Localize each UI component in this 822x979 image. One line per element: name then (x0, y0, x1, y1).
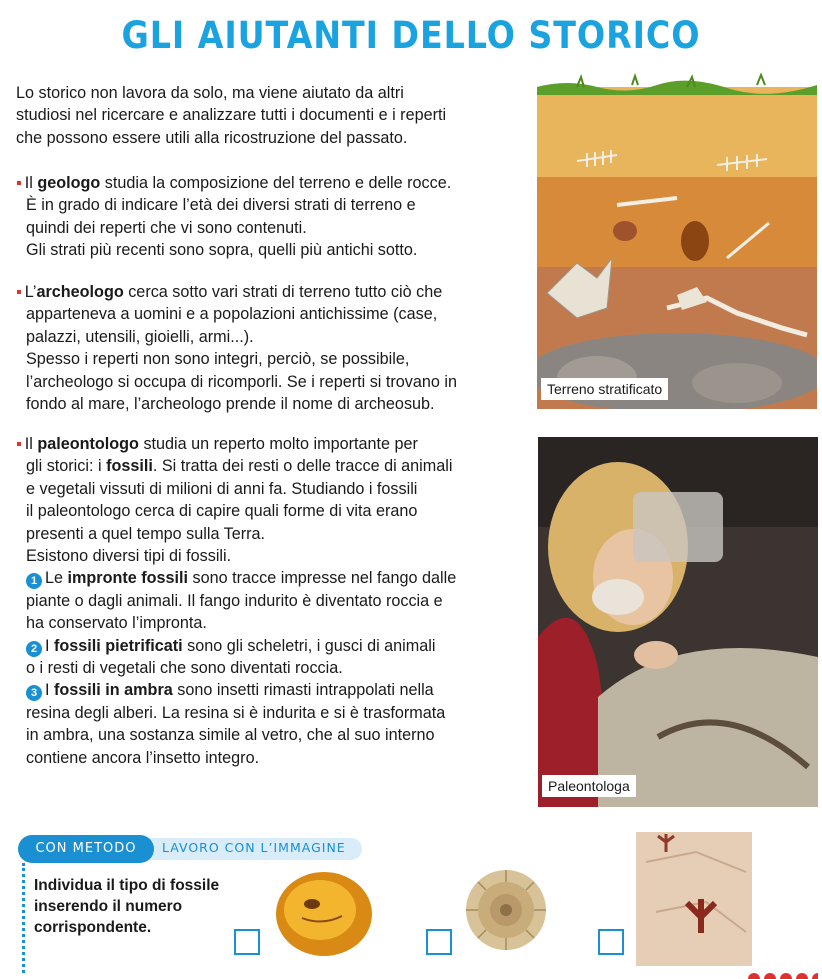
text-span: Il (24, 174, 38, 192)
text-line: piante o dagli animali. Il fango indurito è diventato roccia e (26, 591, 443, 610)
text-line: Esistono diversi tipi di fossili. (26, 547, 232, 566)
text-line: inserendo il numero (34, 898, 183, 915)
text-line: È in grado di indicare l’età dei diversi strati di terreno e (26, 196, 416, 215)
section-label: LAVORO CON L’IMMAGINE (162, 840, 346, 855)
exercise-instructions (34, 875, 244, 938)
text-span: sono tracce impresse nel fango dalle (188, 569, 457, 588)
text-line: palazzi, utensili, gioielli, armi...). (26, 327, 254, 346)
paleontologo-paragraph (16, 433, 526, 769)
text-line: o i resti di vegetali che sono diventati roccia. (26, 659, 343, 678)
text-span: Le (45, 569, 68, 588)
keyword-fossili-pietrificati: fossili pietrificati (54, 636, 183, 655)
keyword-archeologo: archeologo (36, 283, 124, 301)
text-line: ha conservato l’impronta. (26, 614, 207, 633)
text-line: fondo al mare, l’archeologo prende il nome di archeosub. (26, 395, 435, 414)
text-line: Gli strati più recenti sono sopra, quelli più antichi sotto. (26, 241, 418, 260)
text-line: Individua il tipo di fossile (34, 877, 220, 894)
footprint-fossil-image (636, 832, 752, 966)
answer-checkbox-footprint[interactable] (598, 929, 624, 955)
con-metodo-badge: CON METODO (18, 835, 154, 863)
text-span: I (45, 681, 54, 700)
text-line: resina degli alberi. La resina si è indurita e si è trasformata (26, 703, 446, 722)
dotted-divider (22, 863, 25, 973)
ammonite-fossil-image (462, 866, 550, 954)
text-span: studia la composizione del terreno e delle rocce. (100, 174, 452, 192)
bullet-marker: ▪ (16, 283, 22, 301)
paleontologist-photo (538, 437, 818, 807)
text-line: il paleontologo cerca di capire quali forme di vita erano (26, 502, 418, 521)
bullet-marker: ▪ (16, 174, 22, 192)
text-span: sono gli scheletri, i gusci di animali (182, 636, 436, 655)
text-line: apparteneva a uomini e a popolazioni antichissime (case, (26, 305, 438, 324)
text-line: l’archeologo si occupa di ricomporli. Se i reperti si trovano in (26, 372, 457, 391)
intro-line: Lo storico non lavora da solo, ma viene aiutato da altri (16, 84, 404, 102)
intro-paragraph (16, 82, 526, 149)
page-title: GLI AIUTANTI DELLO STORICO (121, 14, 701, 57)
stratified-terrain-illustration (537, 73, 817, 409)
keyword-paleontologo: paleontologo (37, 435, 139, 453)
paleo-caption: Paleontologa (542, 775, 636, 797)
keyword-impronte-fossili: impronte fossili (67, 569, 189, 588)
keyword-fossili: fossili (106, 457, 153, 476)
text-span: gli storici: i (26, 457, 107, 476)
number-badge-1: 1 (26, 573, 42, 589)
keyword-fossili-in-ambra: fossili in ambra (54, 681, 173, 700)
bullet-marker: ▪ (16, 435, 22, 453)
answer-checkbox-ammonite[interactable] (426, 929, 452, 955)
intro-line: che possono essere utili alla ricostruzione del passato. (16, 128, 408, 147)
text-line: Spesso i reperti non sono integri, perciò, se possibile, (26, 350, 410, 369)
text-line: e vegetali vissuti di milioni di anni fa. Studiando i fossili (26, 479, 418, 498)
number-badge-3: 3 (26, 685, 42, 701)
text-line: corrispondente. (34, 919, 152, 936)
page-decoration-dots (748, 970, 818, 979)
text-span: sono insetti rimasti intrappolati nella (172, 681, 434, 700)
text-span: cerca sotto vari strati di terreno tutto ciò che (123, 283, 443, 301)
text-line: in ambra, una sostanza simile al vetro, che al suo interno (26, 726, 435, 745)
text-line: presenti a quel tempo sulla Terra. (26, 524, 266, 543)
amber-fossil-image (272, 866, 376, 962)
geologo-paragraph (16, 172, 526, 262)
text-span: . Si tratta dei resti o delle tracce di animali (152, 457, 453, 476)
intro-line: studiosi nel ricercare e analizzare tutti i documenti e i reperti (16, 106, 447, 125)
archeologo-paragraph (16, 281, 526, 415)
answer-checkbox-amber[interactable] (234, 929, 260, 955)
text-span: studia un reperto molto importante per (138, 435, 418, 453)
text-span: L’ (24, 283, 37, 301)
text-line: contiene ancora l’insetto integro. (26, 748, 260, 767)
text-line: quindi dei reperti che vi sono contenuti. (26, 218, 307, 237)
keyword-geologo: geologo (37, 174, 101, 192)
text-span: Il (24, 435, 38, 453)
text-span: I (45, 636, 54, 655)
terrain-caption: Terreno stratificato (541, 378, 668, 400)
number-badge-2: 2 (26, 641, 42, 657)
